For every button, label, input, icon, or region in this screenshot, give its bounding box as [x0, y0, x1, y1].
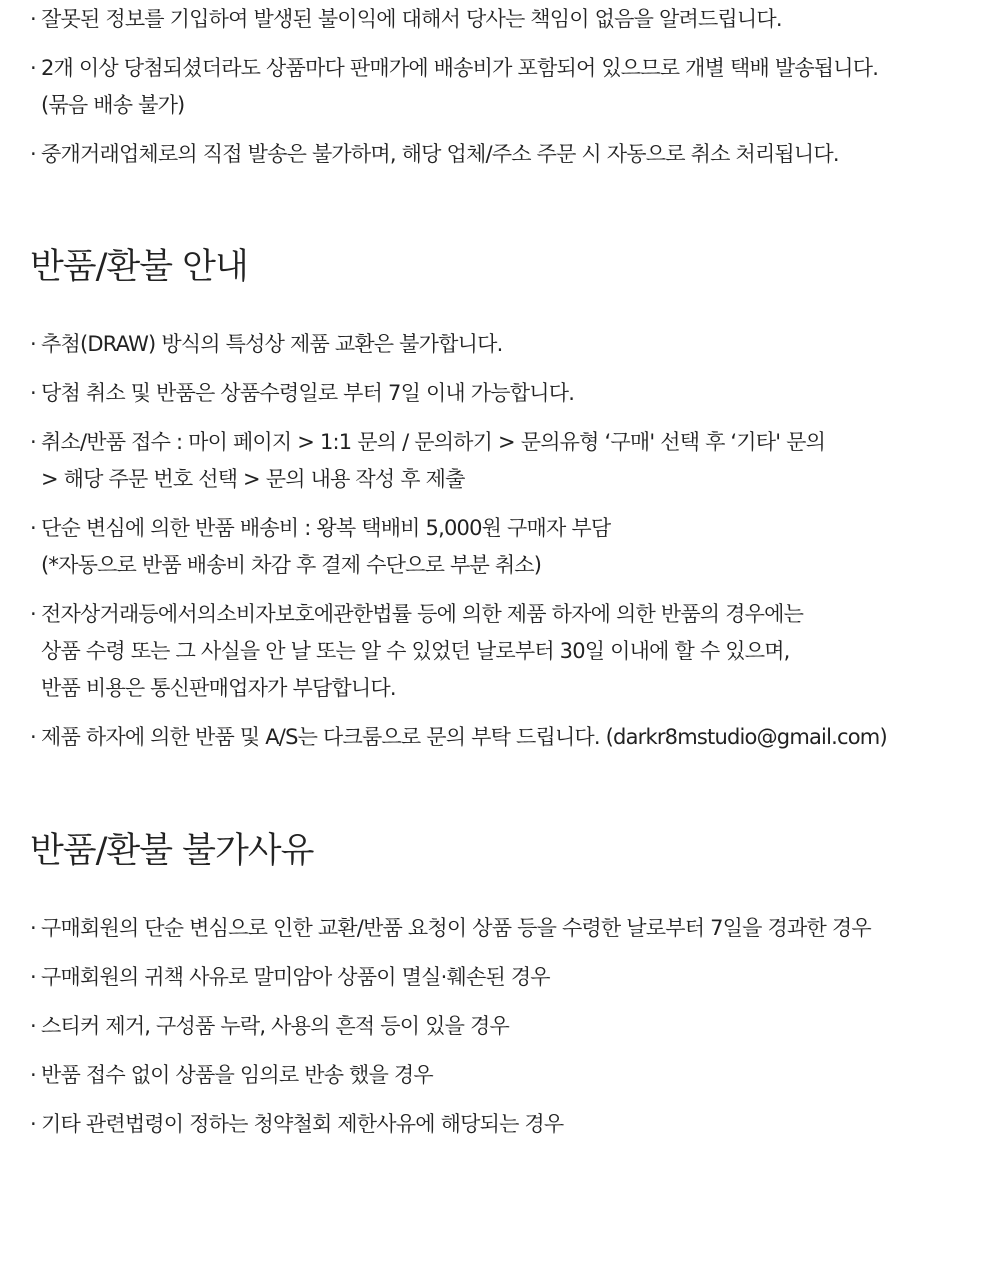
list-item-text: 취소/반품 접수 : 마이 페이지 > 1:1 문의 / 문의하기 > 문의유형 ‘구매' 선택 후 ‘기타' 문의 — [41, 430, 826, 454]
list-item-text: > 해당 주문 번호 선택 > 문의 내용 작성 후 제출 — [41, 467, 465, 491]
bullet-icon: · — [30, 602, 36, 626]
no-returns-list — [30, 910, 871, 1155]
bullet-icon: · — [30, 332, 36, 356]
returns-list — [30, 326, 887, 768]
list-item-text: (*자동으로 반품 배송비 차감 후 결제 수단으로 부분 취소) — [41, 553, 542, 577]
list-item-text: 제품 하자에 의한 반품 및 A/S는 다크룸으로 문의 부탁 드립니다. (darkr8mstudio@gmail.com) — [41, 725, 887, 749]
list-item — [30, 910, 871, 947]
bullet-icon: · — [30, 1014, 36, 1038]
bullet-icon: · — [30, 381, 36, 405]
list-item — [30, 1008, 871, 1045]
list-item-text: 중개거래업체로의 직접 발송은 불가하며, 해당 업체/주소 주문 시 자동으로 취소 처리됩니다. — [41, 142, 839, 166]
bullet-icon: · — [30, 1063, 36, 1087]
list-item-text: 단순 변심에 의한 반품 배송비 : 왕복 택배비 5,000원 구매자 부담 — [41, 516, 611, 540]
list-item — [30, 424, 887, 498]
list-item — [30, 1057, 871, 1094]
bullet-icon: · — [30, 725, 36, 749]
bullet-icon: · — [30, 56, 36, 80]
list-item-text: 구매회원의 단순 변심으로 인한 교환/반품 요청이 상품 등을 수령한 날로부터 7일을 경과한 경우 — [41, 916, 871, 940]
top-notes-list — [30, 1, 878, 185]
list-item-text: 상품 수령 또는 그 사실을 안 날 또는 알 수 있었던 날로부터 30일 이내에 할 수 있으며, — [41, 639, 790, 663]
list-item — [30, 50, 878, 124]
list-item — [30, 136, 878, 173]
list-item-text: 당첨 취소 및 반품은 상품수령일로 부터 7일 이내 가능합니다. — [41, 381, 575, 405]
list-item-text: 2개 이상 당첨되셨더라도 상품마다 판매가에 배송비가 포함되어 있으므로 개별 택배 발송됩니다. — [41, 56, 879, 80]
list-item-text: 잘못된 정보를 기입하여 발생된 불이익에 대해서 당사는 책임이 없음을 알려드립니다. — [41, 7, 782, 31]
list-item — [30, 326, 887, 363]
list-item-text: 스티커 제거, 구성품 누락, 사용의 흔적 등이 있을 경우 — [41, 1014, 509, 1038]
bullet-icon: · — [30, 516, 36, 540]
bullet-icon: · — [30, 1112, 36, 1136]
list-item-text: 전자상거래등에서의소비자보호에관한법률 등에 의한 제품 하자에 의한 반품의 경우에는 — [41, 602, 804, 626]
bullet-icon: · — [30, 916, 36, 940]
list-item-text: (묶음 배송 불가) — [41, 93, 185, 117]
bullet-icon: · — [30, 430, 36, 454]
returns-section-title: 반품/환불 안내 — [30, 247, 248, 287]
list-item — [30, 1106, 871, 1143]
list-item-text: 추첨(DRAW) 방식의 특성상 제품 교환은 불가합니다. — [41, 332, 503, 356]
bullet-icon: · — [30, 965, 36, 989]
list-item — [30, 596, 887, 707]
list-item — [30, 959, 871, 996]
list-item-text: 반품 비용은 통신판매업자가 부담합니다. — [41, 676, 396, 700]
list-item-text: 구매회원의 귀책 사유로 말미암아 상품이 멸실·훼손된 경우 — [41, 965, 550, 989]
no-returns-section-title: 반품/환불 불가사유 — [30, 831, 314, 871]
list-item — [30, 375, 887, 412]
bullet-icon: · — [30, 142, 36, 166]
list-item — [30, 719, 887, 756]
list-item — [30, 1, 878, 38]
list-item-text: 반품 접수 없이 상품을 임의로 반송 했을 경우 — [41, 1063, 433, 1087]
list-item-text: 기타 관련법령이 정하는 청약철회 제한사유에 해당되는 경우 — [41, 1112, 564, 1136]
list-item — [30, 510, 887, 584]
bullet-icon: · — [30, 7, 36, 31]
